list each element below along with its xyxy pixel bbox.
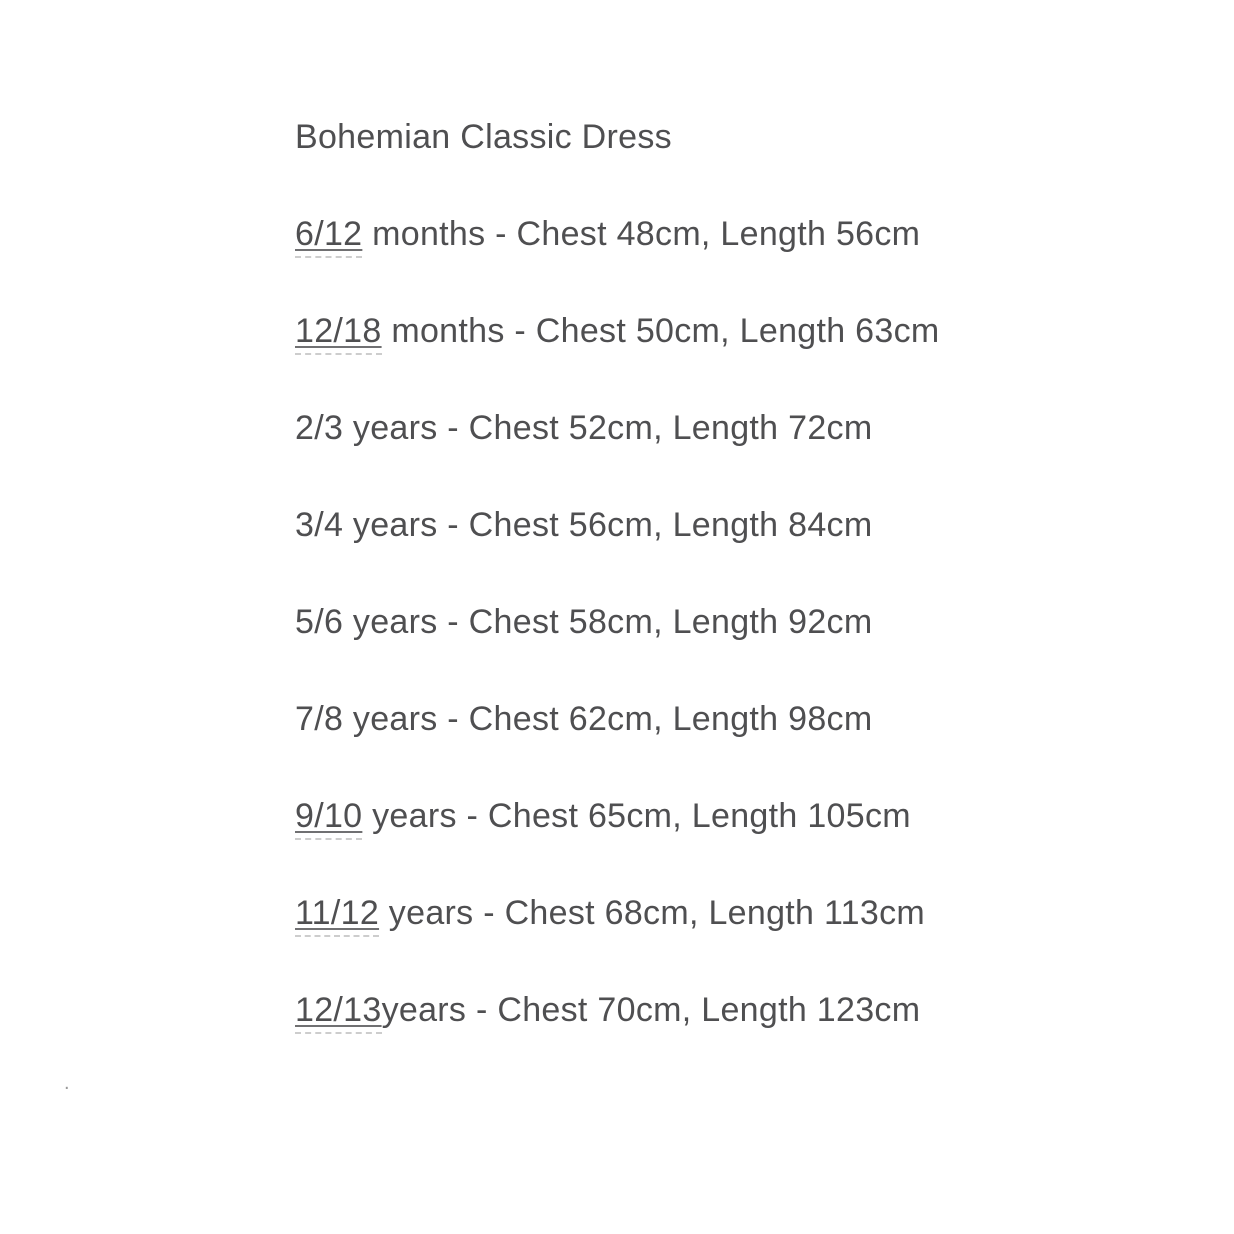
- size-range-date-link[interactable]: 11/12: [295, 894, 379, 937]
- size-row: [295, 700, 1194, 739]
- size-details: years - Chest 70cm, Length 123cm: [381, 991, 921, 1029]
- size-range: 7/8: [295, 700, 344, 738]
- size-details: years - Chest 68cm, Length 113cm: [379, 894, 926, 932]
- size-row: [295, 312, 1194, 351]
- size-range: 5/6: [295, 603, 344, 641]
- size-range-date-link[interactable]: 6/12: [295, 215, 362, 258]
- size-row: [295, 991, 1194, 1030]
- size-details: years - Chest 58cm, Length 92cm: [343, 603, 873, 641]
- product-title: Bohemian Classic Dress: [295, 118, 672, 156]
- size-range-date-link[interactable]: 12/18: [295, 312, 382, 355]
- size-row: [295, 603, 1194, 642]
- size-details: years - Chest 56cm, Length 84cm: [343, 506, 873, 544]
- size-range: 2/3: [295, 409, 344, 447]
- size-range-date-link[interactable]: 9/10: [295, 797, 362, 840]
- size-row: [295, 215, 1194, 254]
- size-details: years - Chest 52cm, Length 72cm: [343, 409, 873, 447]
- stray-dot: .: [64, 1072, 70, 1094]
- size-range-date-link[interactable]: 12/13: [295, 991, 382, 1034]
- size-details: years - Chest 65cm, Length 105cm: [362, 797, 911, 835]
- size-row: [295, 894, 1194, 933]
- size-details: years - Chest 62cm, Length 98cm: [343, 700, 873, 738]
- size-range: 3/4: [295, 506, 344, 544]
- size-row: [295, 409, 1194, 448]
- size-details: months - Chest 48cm, Length 56cm: [362, 215, 921, 253]
- size-row: [295, 797, 1194, 836]
- size-details: months - Chest 50cm, Length 63cm: [381, 312, 940, 350]
- size-row: [295, 506, 1194, 545]
